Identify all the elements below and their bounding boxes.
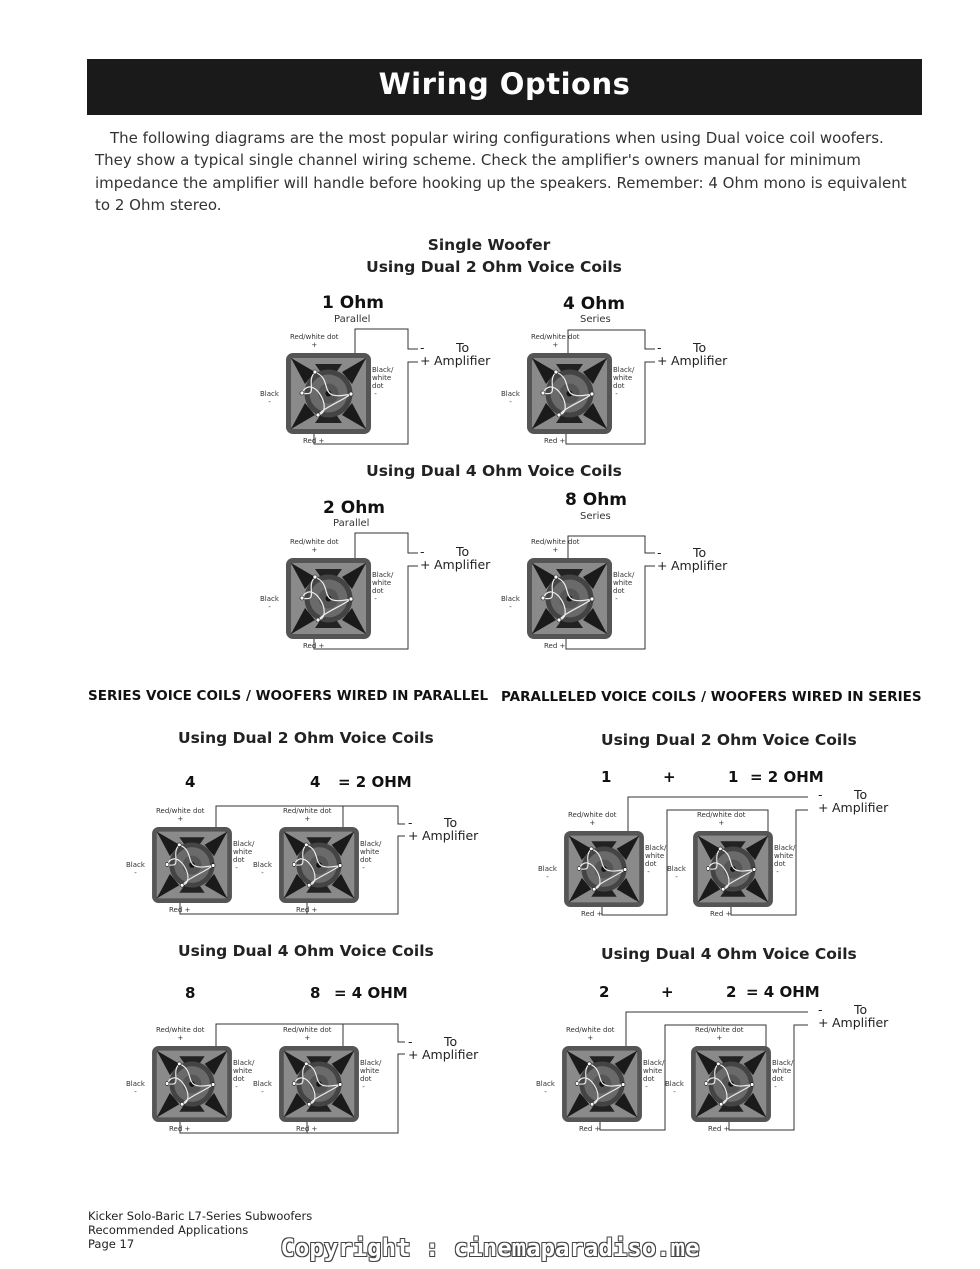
red-label: Red + bbox=[303, 437, 325, 445]
woofer-diagram bbox=[151, 826, 233, 904]
single-dual4-heading: Using Dual 4 Ohm Voice Coils bbox=[366, 462, 622, 480]
red-white-dot-label: Red/white dot + bbox=[290, 333, 339, 349]
subwoofer-icon bbox=[692, 830, 774, 908]
subwoofer-icon bbox=[285, 352, 372, 435]
parallel-series-heading: PARALLELED VOICE COILS / WOOFERS WIRED IN SERIES bbox=[501, 689, 922, 705]
red-white-dot-label: Red/white dot + bbox=[568, 811, 617, 827]
subwoofer-icon bbox=[690, 1045, 772, 1123]
sp-dual4-result: = 4 OHM bbox=[334, 984, 408, 1002]
woofer-diagram bbox=[690, 1045, 772, 1123]
ps-dual2-b: 1 bbox=[728, 768, 739, 786]
black-label: Black - bbox=[126, 861, 145, 877]
sp-dual2-a: 4 bbox=[185, 773, 196, 791]
series-parallel-heading: SERIES VOICE COILS / WOOFERS WIRED IN PARALLEL bbox=[88, 688, 489, 704]
black-label: Black - bbox=[501, 594, 520, 611]
footer-line-1: Kicker Solo-Baric L7-Series Subwoofers bbox=[88, 1209, 313, 1223]
sp-dual2-result: = 2 OHM bbox=[338, 773, 412, 791]
red-label: Red + bbox=[296, 1125, 318, 1133]
single-dual2-heading: Using Dual 2 Ohm Voice Coils bbox=[366, 258, 622, 276]
black-white-dot-label: Black/ white dot - bbox=[372, 366, 394, 398]
diagram-2-ohm: 4 Ohm bbox=[563, 294, 626, 314]
diagram-4-mode: Series bbox=[580, 511, 611, 522]
black-white-dot-label: Black/ white dot - bbox=[233, 1059, 255, 1091]
page-title: Wiring Options bbox=[378, 67, 631, 101]
sp-dual4-b: 8 bbox=[310, 984, 321, 1002]
black-white-dot-label: Black/ white dot - bbox=[643, 1059, 665, 1091]
sp-dual2-heading: Using Dual 2 Ohm Voice Coils bbox=[178, 729, 434, 747]
intro-paragraph: The following diagrams are the most popular wiring configurations when using Dual voice coil woofers. They show a typical single channel wiring scheme. Check the amplifier's owners manual for minimum impedance the amplifier will handle before hooking up the speakers. Remember: 4 Ohm mono is equivalent to 2 Ohm stereo. bbox=[95, 129, 907, 214]
ps-dual4-a: 2 bbox=[599, 983, 610, 1001]
black-white-dot-label: Black/ white dot - bbox=[613, 366, 635, 398]
subwoofer-icon bbox=[526, 352, 613, 435]
woofer-diagram bbox=[278, 826, 360, 904]
black-label: Black - bbox=[260, 389, 279, 406]
black-white-dot-label: Black/ white dot - bbox=[360, 840, 382, 872]
woofer-diagram bbox=[526, 557, 613, 640]
diagram-3-ohm: 2 Ohm bbox=[323, 498, 386, 518]
to-amplifier-label: - To + Amplifier bbox=[408, 1034, 479, 1062]
black-label: Black - bbox=[501, 389, 520, 406]
subwoofer-icon bbox=[563, 830, 645, 908]
subwoofer-icon bbox=[526, 557, 613, 640]
to-amplifier-label: - To + Amplifier bbox=[657, 545, 728, 573]
sp-dual4-heading: Using Dual 4 Ohm Voice Coils bbox=[178, 942, 434, 960]
ps-dual2-heading: Using Dual 2 Ohm Voice Coils bbox=[601, 731, 857, 749]
black-label: Black - bbox=[260, 594, 279, 611]
red-white-dot-label: Red/white dot + bbox=[697, 811, 746, 827]
subwoofer-icon bbox=[285, 557, 372, 640]
red-label: Red + bbox=[708, 1125, 730, 1133]
red-label: Red + bbox=[544, 642, 566, 650]
woofer-diagram bbox=[526, 352, 613, 435]
black-white-dot-label: Black/ white dot - bbox=[372, 571, 394, 603]
diagram-1-mode: Parallel bbox=[334, 314, 371, 325]
black-white-dot-label: Black/ white dot - bbox=[645, 844, 667, 876]
diagram-2-mode: Series bbox=[580, 314, 611, 325]
woofer-diagram bbox=[563, 830, 645, 908]
black-label: Black - bbox=[665, 1080, 684, 1096]
black-white-dot-label: Black/ white dot - bbox=[772, 1059, 794, 1091]
ps-dual4-b: 2 bbox=[726, 983, 737, 1001]
black-white-dot-label: Black/ white dot - bbox=[774, 844, 796, 876]
ps-dual2-a: 1 bbox=[601, 768, 612, 786]
black-label: Black - bbox=[253, 861, 272, 877]
subwoofer-icon bbox=[151, 826, 233, 904]
to-amplifier-label: - To + Amplifier bbox=[408, 815, 479, 843]
red-label: Red + bbox=[296, 906, 318, 914]
red-label: Red + bbox=[581, 910, 603, 918]
red-white-dot-label: Red/white dot + bbox=[531, 333, 580, 349]
black-white-dot-label: Black/ white dot - bbox=[360, 1059, 382, 1091]
ps-dual2-result: = 2 OHM bbox=[750, 768, 824, 786]
red-white-dot-label: Red/white dot + bbox=[283, 807, 332, 823]
diagram-1-ohm: 1 Ohm bbox=[322, 293, 385, 313]
red-white-dot-label: Red/white dot + bbox=[283, 1026, 332, 1042]
woofer-diagram bbox=[278, 1045, 360, 1123]
ps-dual4-op: + bbox=[661, 983, 674, 1001]
black-white-dot-label: Black/ white dot - bbox=[613, 571, 635, 603]
woofer-diagram bbox=[151, 1045, 233, 1123]
to-amplifier-label: - To + Amplifier bbox=[818, 787, 889, 815]
red-white-dot-label: Red/white dot + bbox=[566, 1026, 615, 1042]
diagram-3-mode: Parallel bbox=[333, 518, 370, 529]
subwoofer-icon bbox=[561, 1045, 643, 1123]
footer-line-3: Page 17 bbox=[88, 1237, 135, 1251]
to-amplifier-label: - To + Amplifier bbox=[420, 340, 491, 368]
sp-dual2-b: 4 bbox=[310, 773, 321, 791]
subwoofer-icon bbox=[151, 1045, 233, 1123]
ps-dual4-result: = 4 OHM bbox=[746, 983, 820, 1001]
red-label: Red + bbox=[544, 437, 566, 445]
red-white-dot-label: Red/white dot + bbox=[531, 538, 580, 554]
black-label: Black - bbox=[536, 1080, 555, 1096]
red-label: Red + bbox=[710, 910, 732, 918]
black-label: Black - bbox=[253, 1080, 272, 1096]
woofer-diagram bbox=[285, 352, 372, 435]
watermark: Copyright : cinemaparadiso.me bbox=[280, 1234, 700, 1262]
to-amplifier-label: - To + Amplifier bbox=[657, 340, 728, 368]
sp-dual4-a: 8 bbox=[185, 984, 196, 1002]
red-white-dot-label: Red/white dot + bbox=[156, 1026, 205, 1042]
single-woofer-heading: Single Woofer bbox=[427, 236, 551, 254]
footer-line-2: Recommended Applications bbox=[88, 1223, 249, 1237]
black-label: Black - bbox=[126, 1080, 145, 1096]
black-white-dot-label: Black/ white dot - bbox=[233, 840, 255, 872]
diagram-4-ohm: 8 Ohm bbox=[565, 490, 628, 510]
woofer-diagram bbox=[561, 1045, 643, 1123]
red-white-dot-label: Red/white dot + bbox=[695, 1026, 744, 1042]
ps-dual4-heading: Using Dual 4 Ohm Voice Coils bbox=[601, 945, 857, 963]
woofer-diagram bbox=[692, 830, 774, 908]
black-label: Black - bbox=[667, 865, 686, 881]
woofer-diagram bbox=[285, 557, 372, 640]
red-white-dot-label: Red/white dot + bbox=[156, 807, 205, 823]
to-amplifier-label: - To + Amplifier bbox=[818, 1002, 889, 1030]
red-label: Red + bbox=[579, 1125, 601, 1133]
subwoofer-icon bbox=[278, 826, 360, 904]
ps-dual2-op: + bbox=[663, 768, 676, 786]
subwoofer-icon bbox=[278, 1045, 360, 1123]
to-amplifier-label: - To + Amplifier bbox=[420, 544, 491, 572]
red-white-dot-label: Red/white dot + bbox=[290, 538, 339, 554]
black-label: Black - bbox=[538, 865, 557, 881]
red-label: Red + bbox=[303, 642, 325, 650]
red-label: Red + bbox=[169, 906, 191, 914]
red-label: Red + bbox=[169, 1125, 191, 1133]
